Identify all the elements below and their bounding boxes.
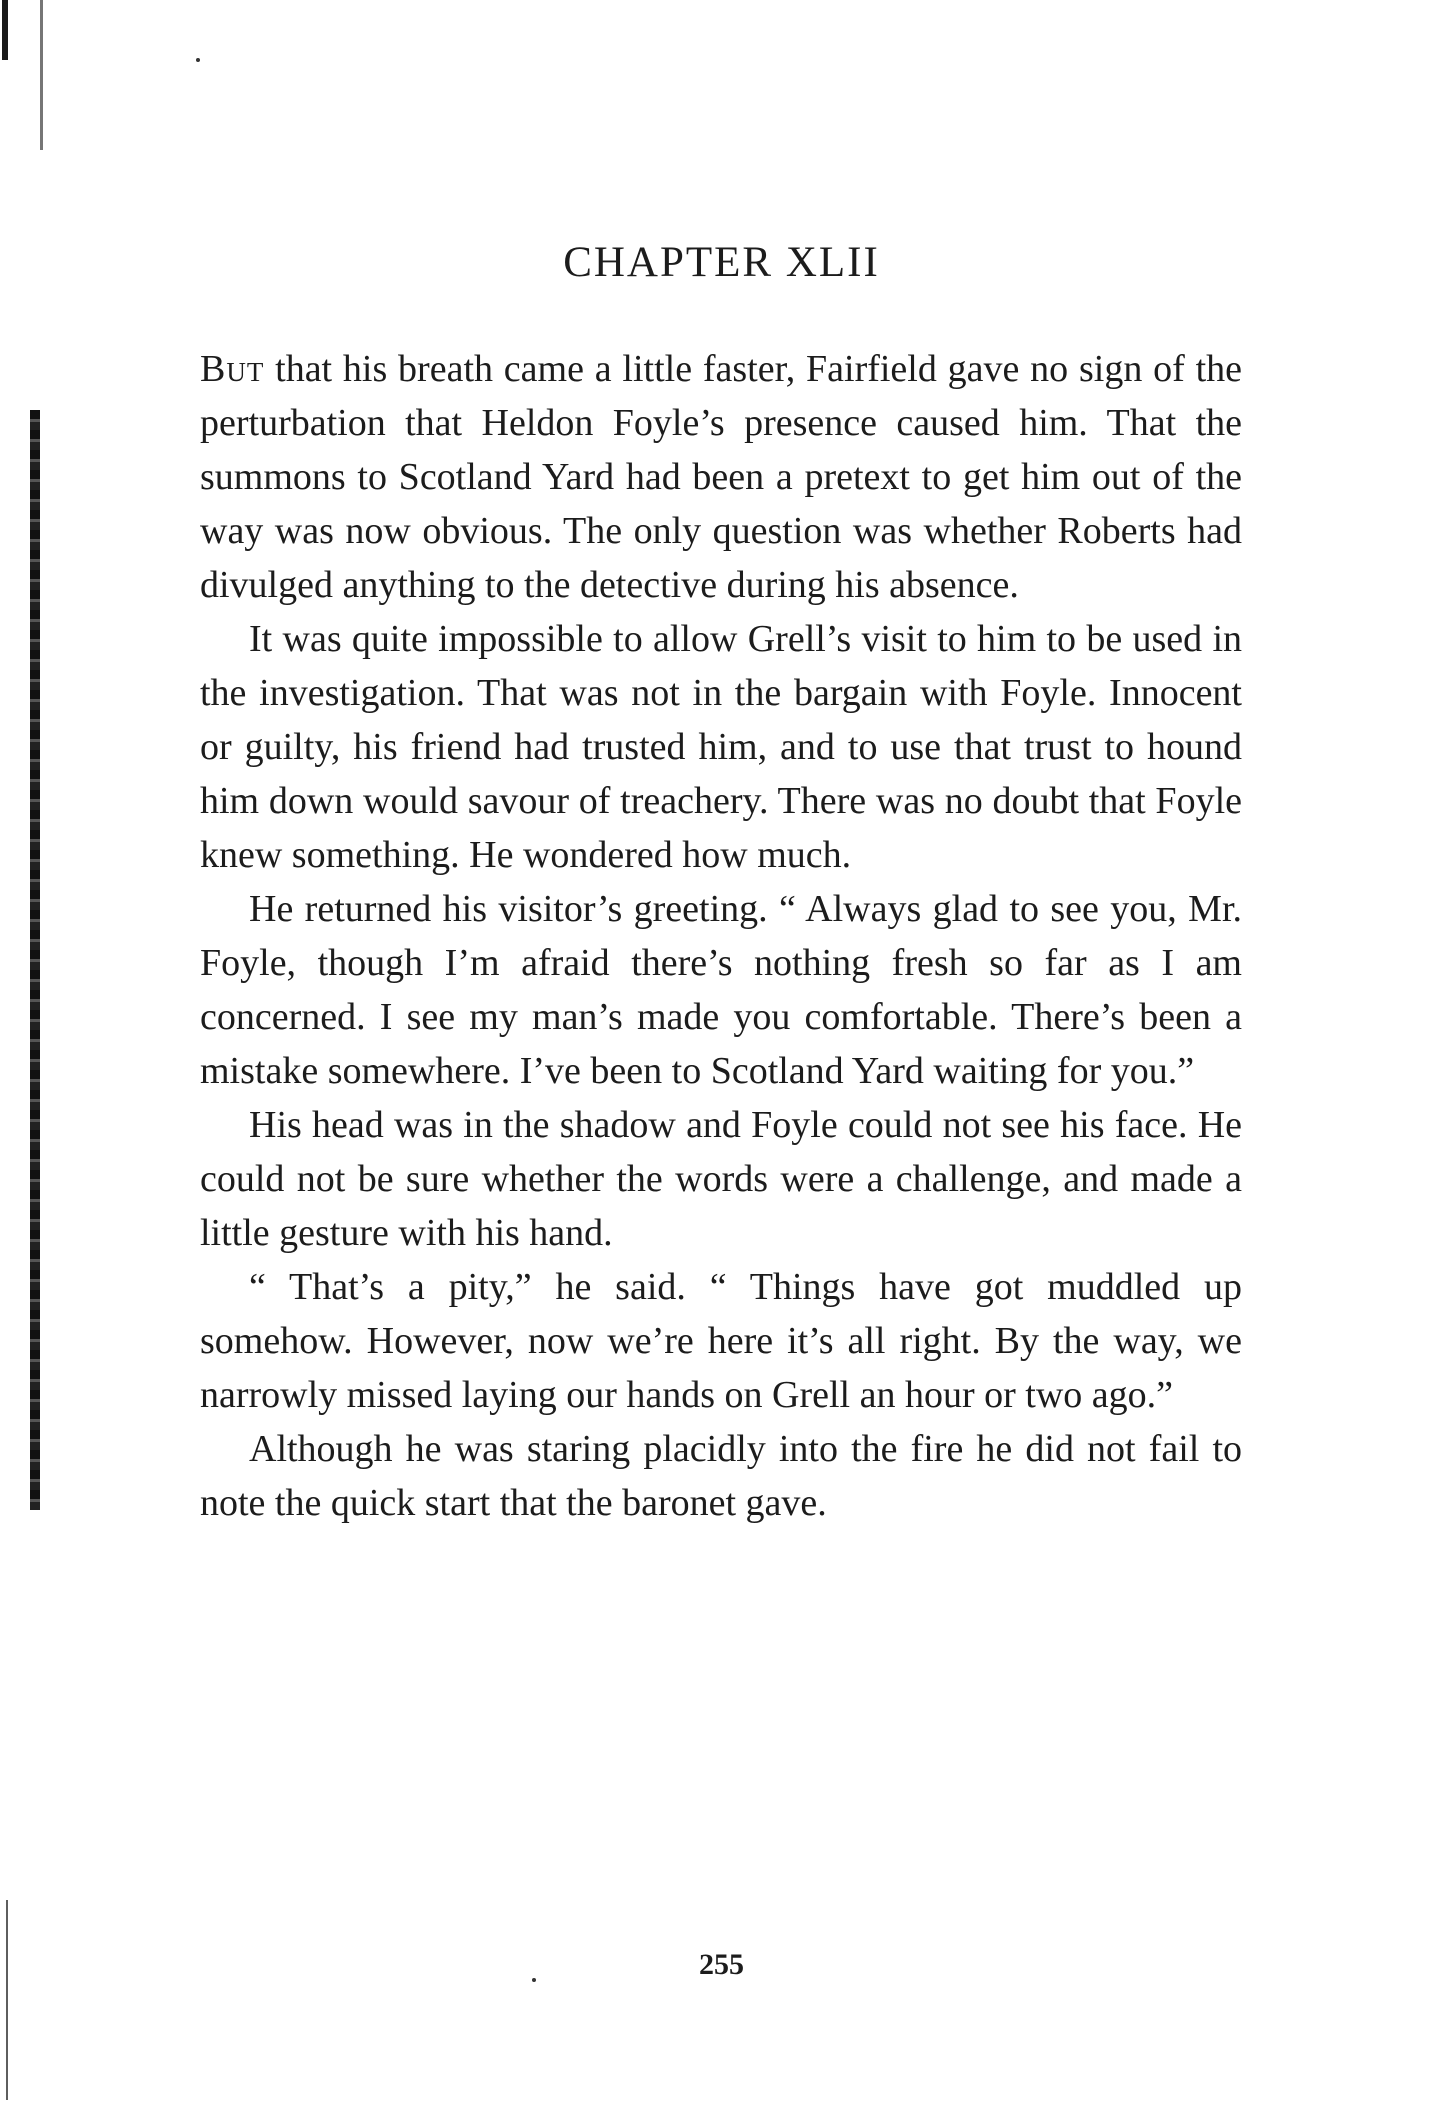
paragraph: His head was in the shadow and Foyle could not see his face. He could not be sure whether the words were a challenge, and made a little gesture with his hand. [200, 1104, 1242, 1254]
body-text [200, 342, 1242, 1530]
paragraph: It was quite impossible to allow Grell’s visit to him to be used in the investigation. That was not in the bargain with Foyle. Innocent or guilty, his friend had trusted him, and to use that trust to hound him down would savour of treachery. There was no doubt that Foyle knew something. He wondered how much. [200, 618, 1242, 876]
paragraph-text: that his breath came a little faster, Fairfield gave no sign of the perturbation that Heldon Foyle’s presence caused him. That the summons to Scotland Yard had been a pretext to get him out of the way was now obvious. The only question was whether Roberts had divulged anything to the detective during his absence. [200, 348, 1242, 606]
scan-binding-shadow [30, 410, 40, 1510]
paragraph-lead-word: But [200, 348, 265, 390]
paragraph: He returned his visitor’s greeting. “ Always glad to see you, Mr. Foyle, though I’m afraid there’s nothing fresh so far as I am concerned. I see my man’s made you comfortable. There’s been a mistake somewhere. I’ve been to Scotland Yard waiting for you.” [200, 888, 1242, 1092]
paragraph [200, 342, 1242, 612]
paragraph: Although he was staring placidly into the fire he did not fail to note the quick start that the baronet gave. [200, 1428, 1242, 1524]
scan-edge-mark [6, 1900, 8, 2100]
scan-edge-mark [2, 0, 8, 60]
page-number: 255 [699, 1948, 744, 1981]
scan-edge-mark [40, 0, 43, 150]
chapter-title: CHAPTER XLII [563, 239, 880, 286]
paragraph: “ That’s a pity,” he said. “ Things have got muddled up somehow. However, now we’re here it’s all right. By the way, we narrowly missed laying our hands on Grell an hour or two ago.” [200, 1266, 1242, 1416]
scan-speck [196, 58, 200, 62]
